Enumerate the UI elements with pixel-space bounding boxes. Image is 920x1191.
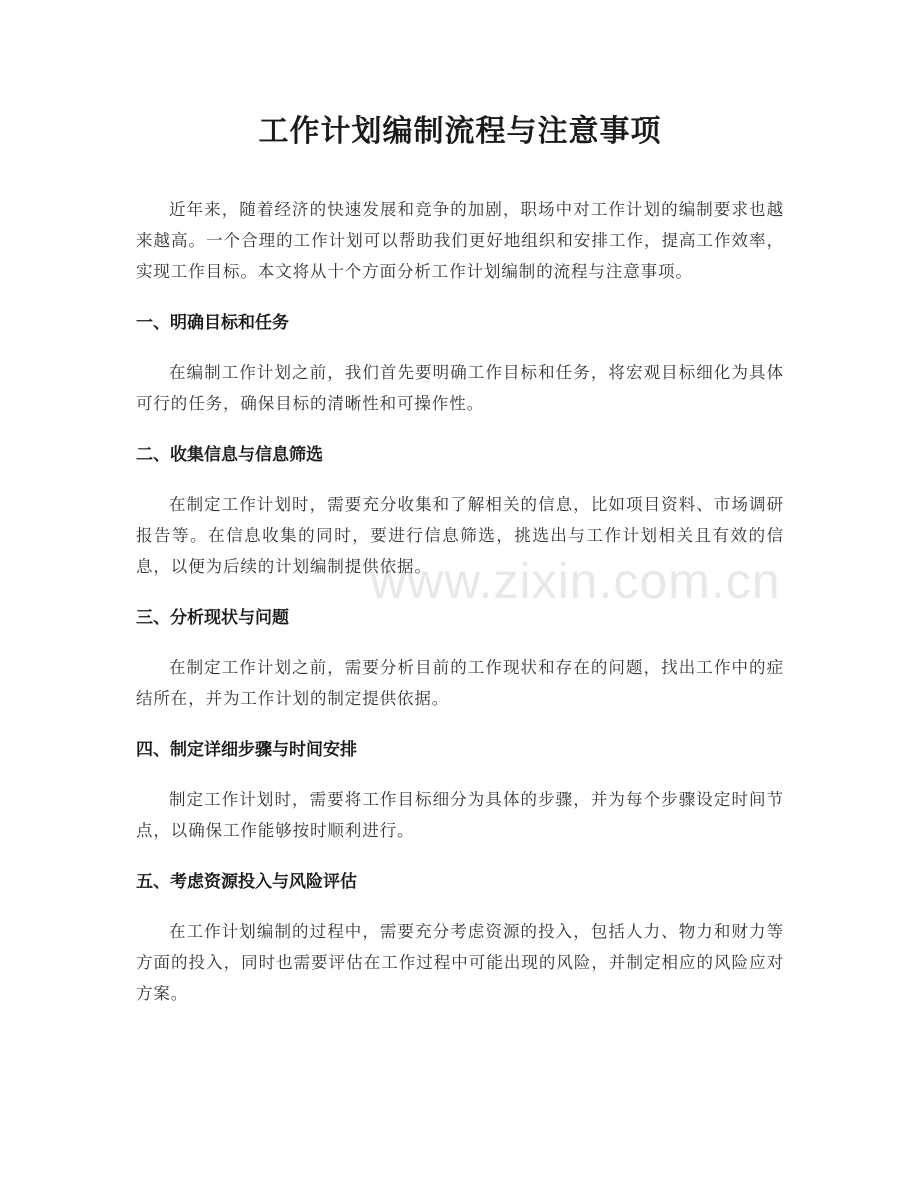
section-heading-2: 二、收集信息与信息筛选	[136, 445, 323, 465]
section-body-3: 在制定工作计划之前，需要分析目前的工作现状和存在的问题，找出工作中的症结所在，并为工作计划的制定提供依据。	[136, 658, 784, 708]
section-body-4: 制定工作计划时，需要将工作目标细分为具体的步骤，并为每个步骤设定时间节点，以确保工作能够按时顺利进行。	[136, 790, 784, 840]
document-content	[136, 108, 784, 1009]
watermark: www.zixin.com.cn	[370, 553, 781, 609]
section-body-1: 在编制工作计划之前，我们首先要明确工作目标和任务，将宏观目标细化为具体可行的任务，确保目标的清晰性和可操作性。	[136, 363, 784, 413]
section-body-2: 在制定工作计划时，需要充分收集和了解相关的信息，比如项目资料、市场调研报告等。在信息收集的同时，要进行信息筛选，挑选出与工作计划相关且有效的信息，以便为后续的计划编制提供依据。	[136, 495, 784, 576]
intro-paragraph: 近年来，随着经济的快速发展和竞争的加剧，职场中对工作计划的编制要求也越来越高。一个合理的工作计划可以帮助我们更好地组织和安排工作，提高工作效率，实现工作目标。本文将从十个方面分析工作计划编制的流程与注意事项。	[136, 200, 784, 281]
section-heading-1: 一、明确目标和任务	[136, 313, 289, 333]
section-heading-4: 四、制定详细步骤与时间安排	[136, 740, 357, 760]
section-heading-3: 三、分析现状与问题	[136, 608, 289, 628]
section-heading-5: 五、考虑资源投入与风险评估	[136, 872, 357, 892]
document-title: 工作计划编制流程与注意事项	[258, 114, 662, 149]
section-body-5: 在工作计划编制的过程中，需要充分考虑资源的投入，包括人力、物力和财力等方面的投入，同时也需要评估在工作过程中可能出现的风险，并制定相应的风险应对方案。	[136, 922, 784, 1003]
